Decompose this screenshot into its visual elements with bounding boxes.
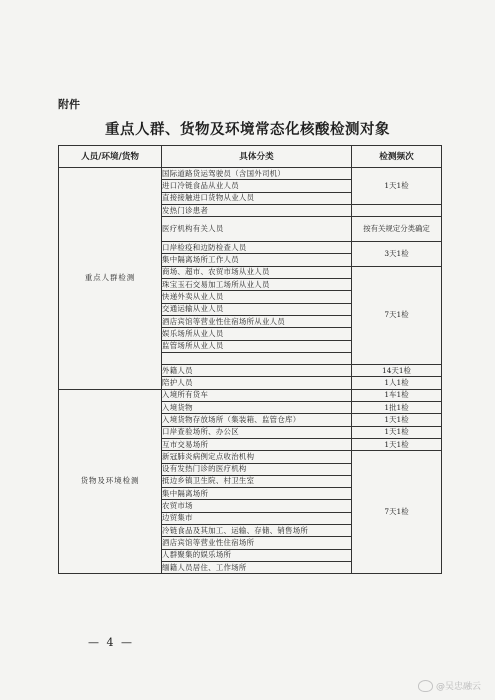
detail-cell: 进口冷链食品从业人员	[162, 180, 352, 192]
frequency-cell	[352, 204, 442, 216]
detail-cell: 边贸集市	[162, 512, 352, 524]
watermark	[418, 679, 481, 692]
detail-cell: 新冠肺炎病例定点收治机构	[162, 451, 352, 463]
category-cell: 货物及环境检测	[59, 389, 162, 573]
detail-cell: 集中隔离场所	[162, 488, 352, 500]
header-detail: 具体分类	[162, 146, 352, 168]
document-title: 重点人群、货物及环境常态化核酸检测对象	[105, 121, 390, 138]
frequency-cell: 1天1检	[352, 426, 442, 438]
detail-cell: 快递外卖从业人员	[162, 291, 352, 303]
detail-cell: 设有发热门诊的医疗机构	[162, 463, 352, 475]
header-category: 人员/环境/货物	[59, 146, 162, 168]
detail-cell: 口岸查验场所、办公区	[162, 426, 352, 438]
table-header-row	[59, 146, 442, 168]
frequency-cell: 14天1检	[352, 365, 442, 377]
detail-cell: 缅籍人员居住、工作场所	[162, 561, 352, 573]
frequency-cell: 1天1检	[352, 414, 442, 426]
detail-cell: 娱乐场所从业人员	[162, 328, 352, 340]
category-cell: 重点人群检测	[59, 168, 162, 390]
detail-cell: 直接接触进口货物从业人员	[162, 192, 352, 204]
frequency-cell: 7天1检	[352, 266, 442, 364]
detail-cell: 珠宝玉石交易加工场所从业人员	[162, 279, 352, 291]
weibo-icon	[418, 680, 433, 692]
detail-cell: 人群聚集的娱乐场所	[162, 549, 352, 561]
frequency-cell: 3天1检	[352, 242, 442, 267]
frequency-cell: 1天1检	[352, 168, 442, 205]
table-row	[59, 389, 442, 401]
detail-cell: 发热门诊患者	[162, 204, 352, 216]
frequency-cell: 1人1检	[352, 377, 442, 389]
detail-cell: 入境货物	[162, 402, 352, 414]
table-body	[59, 168, 442, 574]
detail-cell: 外籍人员	[162, 365, 352, 377]
detail-cell: 国际道路货运驾驶员（含国外司机）	[162, 168, 352, 180]
detail-cell: 互市交易场所	[162, 438, 352, 450]
detail-cell: 集中隔离场所工作人员	[162, 254, 352, 266]
watermark-text: @吴忠融云	[435, 682, 481, 692]
frequency-cell: 7天1检	[352, 451, 442, 574]
frequency-cell: 按有关规定分类确定	[352, 217, 442, 242]
detail-cell	[162, 352, 352, 364]
detail-cell: 交通运输从业人员	[162, 303, 352, 315]
frequency-cell: 1天1检	[352, 438, 442, 450]
detail-cell: 抵边乡镇卫生院、村卫生室	[162, 475, 352, 487]
detail-cell: 冷链食品及其加工、运输、存储、销售场所	[162, 525, 352, 537]
detail-cell: 酒店宾馆等营业性住宿场所从业人员	[162, 315, 352, 327]
detail-cell: 陪护人员	[162, 377, 352, 389]
attachment-label: 附件	[58, 98, 80, 111]
frequency-cell: 1批1检	[352, 402, 442, 414]
detail-cell: 口岸检疫和边防检查人员	[162, 242, 352, 254]
detail-cell: 入境货物存放场所（集装箱、监管仓库）	[162, 414, 352, 426]
detail-cell: 入境所有货车	[162, 389, 352, 401]
detail-cell: 酒店宾馆等营业性住宿场所	[162, 537, 352, 549]
header-frequency: 检测频次	[352, 146, 442, 168]
detail-cell: 监管场所从业人员	[162, 340, 352, 352]
testing-table	[58, 145, 442, 574]
detail-cell: 商场、超市、农贸市场从业人员	[162, 266, 352, 278]
page-number: — 4 —	[88, 636, 134, 649]
table-row	[59, 168, 442, 180]
frequency-cell: 1车1检	[352, 389, 442, 401]
detail-cell: 农贸市场	[162, 500, 352, 512]
detail-cell: 医疗机构有关人员	[162, 217, 352, 242]
